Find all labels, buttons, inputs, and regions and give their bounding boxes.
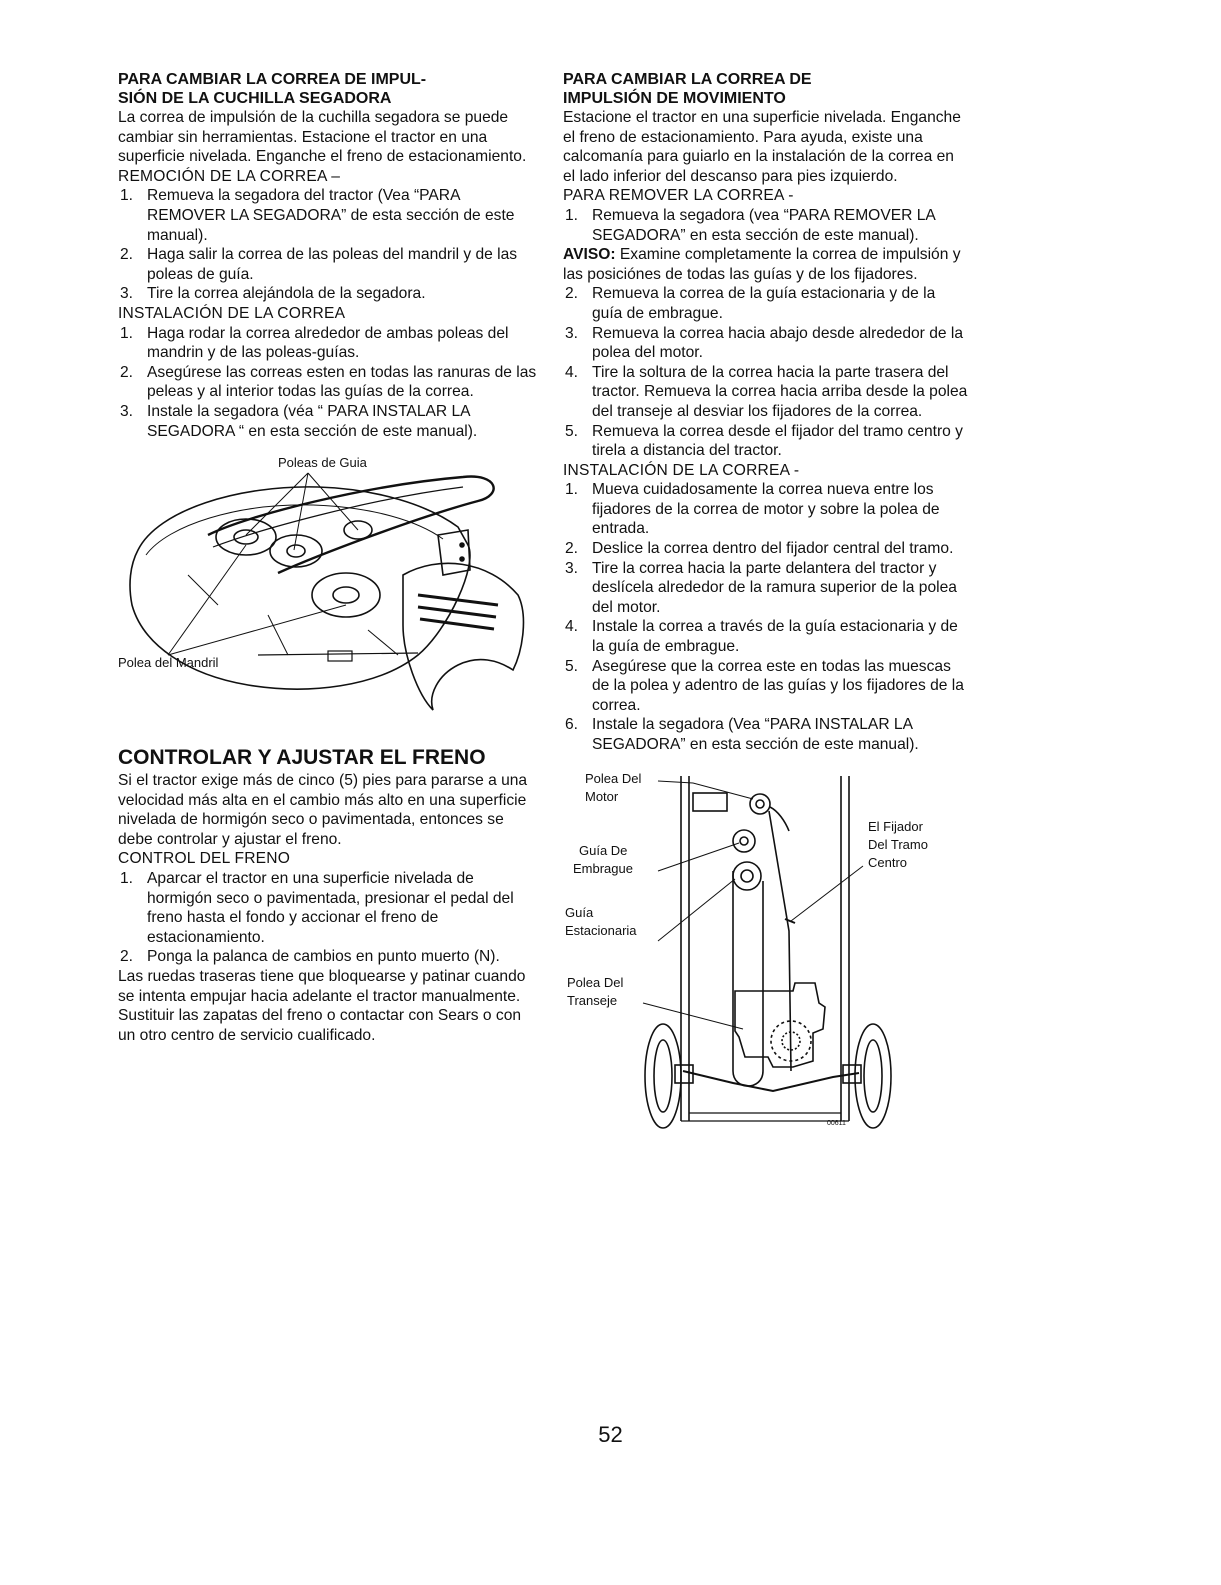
mower-deck-figure: [118, 455, 538, 745]
left-column: [118, 70, 538, 1045]
list-item: [563, 284, 968, 323]
guide-pulleys-label: Poleas de Guia: [278, 455, 367, 471]
list-item: [118, 186, 538, 245]
list-item: [118, 363, 538, 402]
drive-belt-figure: [563, 771, 968, 1151]
step-number: 1.: [565, 206, 579, 224]
figure-code: 00611: [827, 1119, 846, 1127]
transaxle-pulley-label-line2: Transeje: [567, 992, 618, 1008]
list-item: [563, 422, 968, 461]
engine-pulley-label-line1: Polea Del: [585, 770, 642, 786]
step-text: Deslice la correa dentro del fijador central del tramo.: [592, 540, 954, 558]
step-number: 2.: [120, 246, 134, 264]
title-line-2: IMPULSIÓN DE MOVIMIENTO: [563, 90, 786, 107]
step-number: 4.: [565, 363, 579, 381]
notice-label: AVISO:: [563, 246, 616, 264]
removal-steps-list: [118, 186, 538, 304]
remove-belt-label: PARA REMOVER LA CORREA -: [563, 187, 794, 205]
mower-deck-drawing: [118, 455, 538, 745]
list-item: [118, 324, 538, 363]
step-number: 2.: [120, 363, 134, 381]
step-text: Haga rodar la correa alrededor de ambas poleas del mandrin y de las poleas-guías.: [147, 324, 509, 362]
drive-belt-intro: Estacione el tractor en una superficie nivelada. Enganche el freno de estacionamiento. Para ayuda, existe una calcomanía para guiarlo en la instalación de la correa en el lado inferior del descanso para pies izquierdo.: [563, 109, 961, 185]
remove-step-1: [563, 206, 968, 245]
stationary-guide-label-line2: Estacionaria: [565, 922, 637, 938]
step-number: 3.: [120, 402, 134, 420]
list-item: [563, 657, 968, 716]
step-text: Remueva la correa de la guía estacionaria y de la guía de embrague.: [592, 285, 936, 322]
brake-section-title: CONTROLAR Y AJUSTAR EL FRENO: [118, 746, 486, 770]
step-number: 2.: [565, 540, 579, 558]
step-text: Ponga la palanca de cambios en punto muerto (N).: [147, 948, 500, 966]
list-item: [563, 617, 968, 656]
blade-belt-intro: La correa de impulsión de la cuchilla segadora se puede cambiar sin herramientas. Estacione el tractor en una superficie nivelada. Enganche el freno de estacionamiento.: [118, 109, 527, 166]
removal-label: REMOCIÓN DE LA CORREA –: [118, 167, 341, 185]
step-number: 3.: [565, 559, 579, 577]
list-item: [563, 324, 968, 363]
brake-outro: Las ruedas traseras tiene que bloquearse y patinar cuando se intenta empujar hacia adelante el tractor manualmente. Sustituir las zapatas del freno o contactar con Sears o con un otro centro de servicio cualificado.: [118, 968, 526, 1044]
step-text: Mueva cuidadosamente la correa nueva entre los fijadores de la correa de motor y sobre la polea de entrada.: [592, 481, 940, 538]
step-number: 1.: [120, 324, 134, 342]
title-line-1: PARA CAMBIAR LA CORREA DE: [563, 71, 812, 88]
step-text: Remueva la segadora (vea “PARA REMOVER LA SEGADORA” en esta sección de este manual).: [592, 206, 935, 244]
step-text: Tire la correa hacia la parte delantera del tractor y deslícela alrededor de la ramura superior de la polea del motor.: [592, 559, 957, 616]
list-item: [563, 559, 968, 618]
section-title-blade-belt: [118, 70, 538, 108]
step-number: 6.: [565, 716, 579, 734]
list-item: [563, 480, 968, 539]
step-number: 1.: [120, 870, 134, 888]
page-number: 52: [598, 1422, 623, 1447]
step-number: 4.: [565, 618, 579, 636]
list-item: [563, 715, 968, 754]
step-number: 1.: [120, 187, 134, 205]
center-keeper-label-line1: El Fijador: [868, 818, 923, 834]
brake-control-label: CONTROL DEL FRENO: [118, 850, 291, 868]
install-steps-list: [118, 324, 538, 442]
step-number: 2.: [565, 285, 579, 303]
step-text: Remueva la correa desde el fijador del tramo centro y tirela a distancia del tractor.: [592, 422, 963, 460]
step-number: 5.: [565, 657, 579, 675]
step-text: Aparcar el tractor en una superficie nivelada de hormigón seco o pavimentada, presionar el pedal del freno hasta el fondo y accionar el freno de estacionamiento.: [147, 870, 514, 946]
list-item: [563, 363, 968, 422]
step-number: 5.: [565, 422, 579, 440]
list-item: [118, 284, 538, 304]
step-text: Remueva la correa hacia abajo desde alrededor de la polea del motor.: [592, 324, 964, 362]
clutch-guide-label-line1: Guía De: [579, 842, 628, 858]
center-keeper-label-line2: Del Tramo: [868, 836, 928, 852]
step-number: 3.: [565, 324, 579, 342]
step-text: Tire la soltura de la correa hacia la parte trasera del tractor. Remueva la correa hacia arriba desde la polea del transeje al desviar los fijadores de la correa.: [592, 363, 968, 420]
center-keeper-label-line3: Centro: [868, 854, 908, 870]
list-item: [118, 947, 538, 967]
stationary-guide-label-line1: Guía: [565, 904, 594, 920]
step-number: 1.: [565, 481, 579, 499]
step-text: Instale la segadora (véa “ PARA INSTALAR LA SEGADORA “ en esta sección de este manual).: [147, 402, 478, 440]
engine-pulley-label-line2: Motor: [585, 788, 619, 804]
list-item: [118, 869, 538, 947]
brake-steps-list: [118, 869, 538, 967]
section-title-drive-belt: [563, 70, 968, 108]
step-text: Instale la segadora (Vea “PARA INSTALAR LA SEGADORA” en esta sección de este manual).: [592, 716, 919, 753]
step-text: Instale la correa a través de la guía estacionaria y de la guía de embrague.: [592, 618, 958, 656]
list-item: [563, 539, 968, 559]
step-text: Asegúrese las correas esten en todas las ranuras de las peleas y al interior todas las guías de la correa.: [147, 363, 537, 401]
brake-intro: Si el tractor exige más de cinco (5) pies para pararse a una velocidad más alta en el cambio más alto en una superficie nivelada de hormigón seco o pavimentada, entonces se debe controlar y ajustar el freno.: [118, 772, 528, 848]
clutch-guide-label-line2: Embrague: [573, 860, 633, 876]
spindle-pulley-label: Polea del Mandril: [118, 655, 219, 671]
install-belt-label: INSTALACIÓN DE LA CORREA -: [563, 461, 800, 479]
install-steps-list: [563, 480, 968, 754]
list-item: [118, 245, 538, 284]
right-column: [563, 70, 968, 1151]
step-text: Haga salir la correa de las poleas del mandril y de las poleas de guía.: [147, 246, 518, 283]
notice-paragraph: [563, 245, 968, 284]
list-item: [118, 402, 538, 441]
transaxle-pulley-label-line1: Polea Del: [567, 974, 624, 990]
title-line-1: PARA CAMBIAR LA CORREA DE IMPUL-: [118, 71, 427, 88]
step-text: Asegúrese que la correa este en todas las muescas de la polea y adentro de las guías y los fijadores de la correa.: [592, 657, 964, 714]
step-number: 3.: [120, 285, 134, 303]
step-number: 2.: [120, 948, 134, 966]
step-text: Remueva la segadora del tractor (Vea “PARA REMOVER LA SEGADORA” de esta sección de este manual).: [147, 187, 515, 244]
step-text: Tire la correa alejándola de la segadora.: [147, 285, 426, 303]
remove-steps-list: [563, 284, 968, 460]
title-line-2: SIÓN DE LA CUCHILLA SEGADORA: [118, 90, 392, 107]
notice-text: Examine completamente la correa de impulsión y las posiciónes de todas las guías y de los fijadores.: [563, 246, 961, 283]
install-label: INSTALACIÓN DE LA CORREA: [118, 304, 346, 322]
